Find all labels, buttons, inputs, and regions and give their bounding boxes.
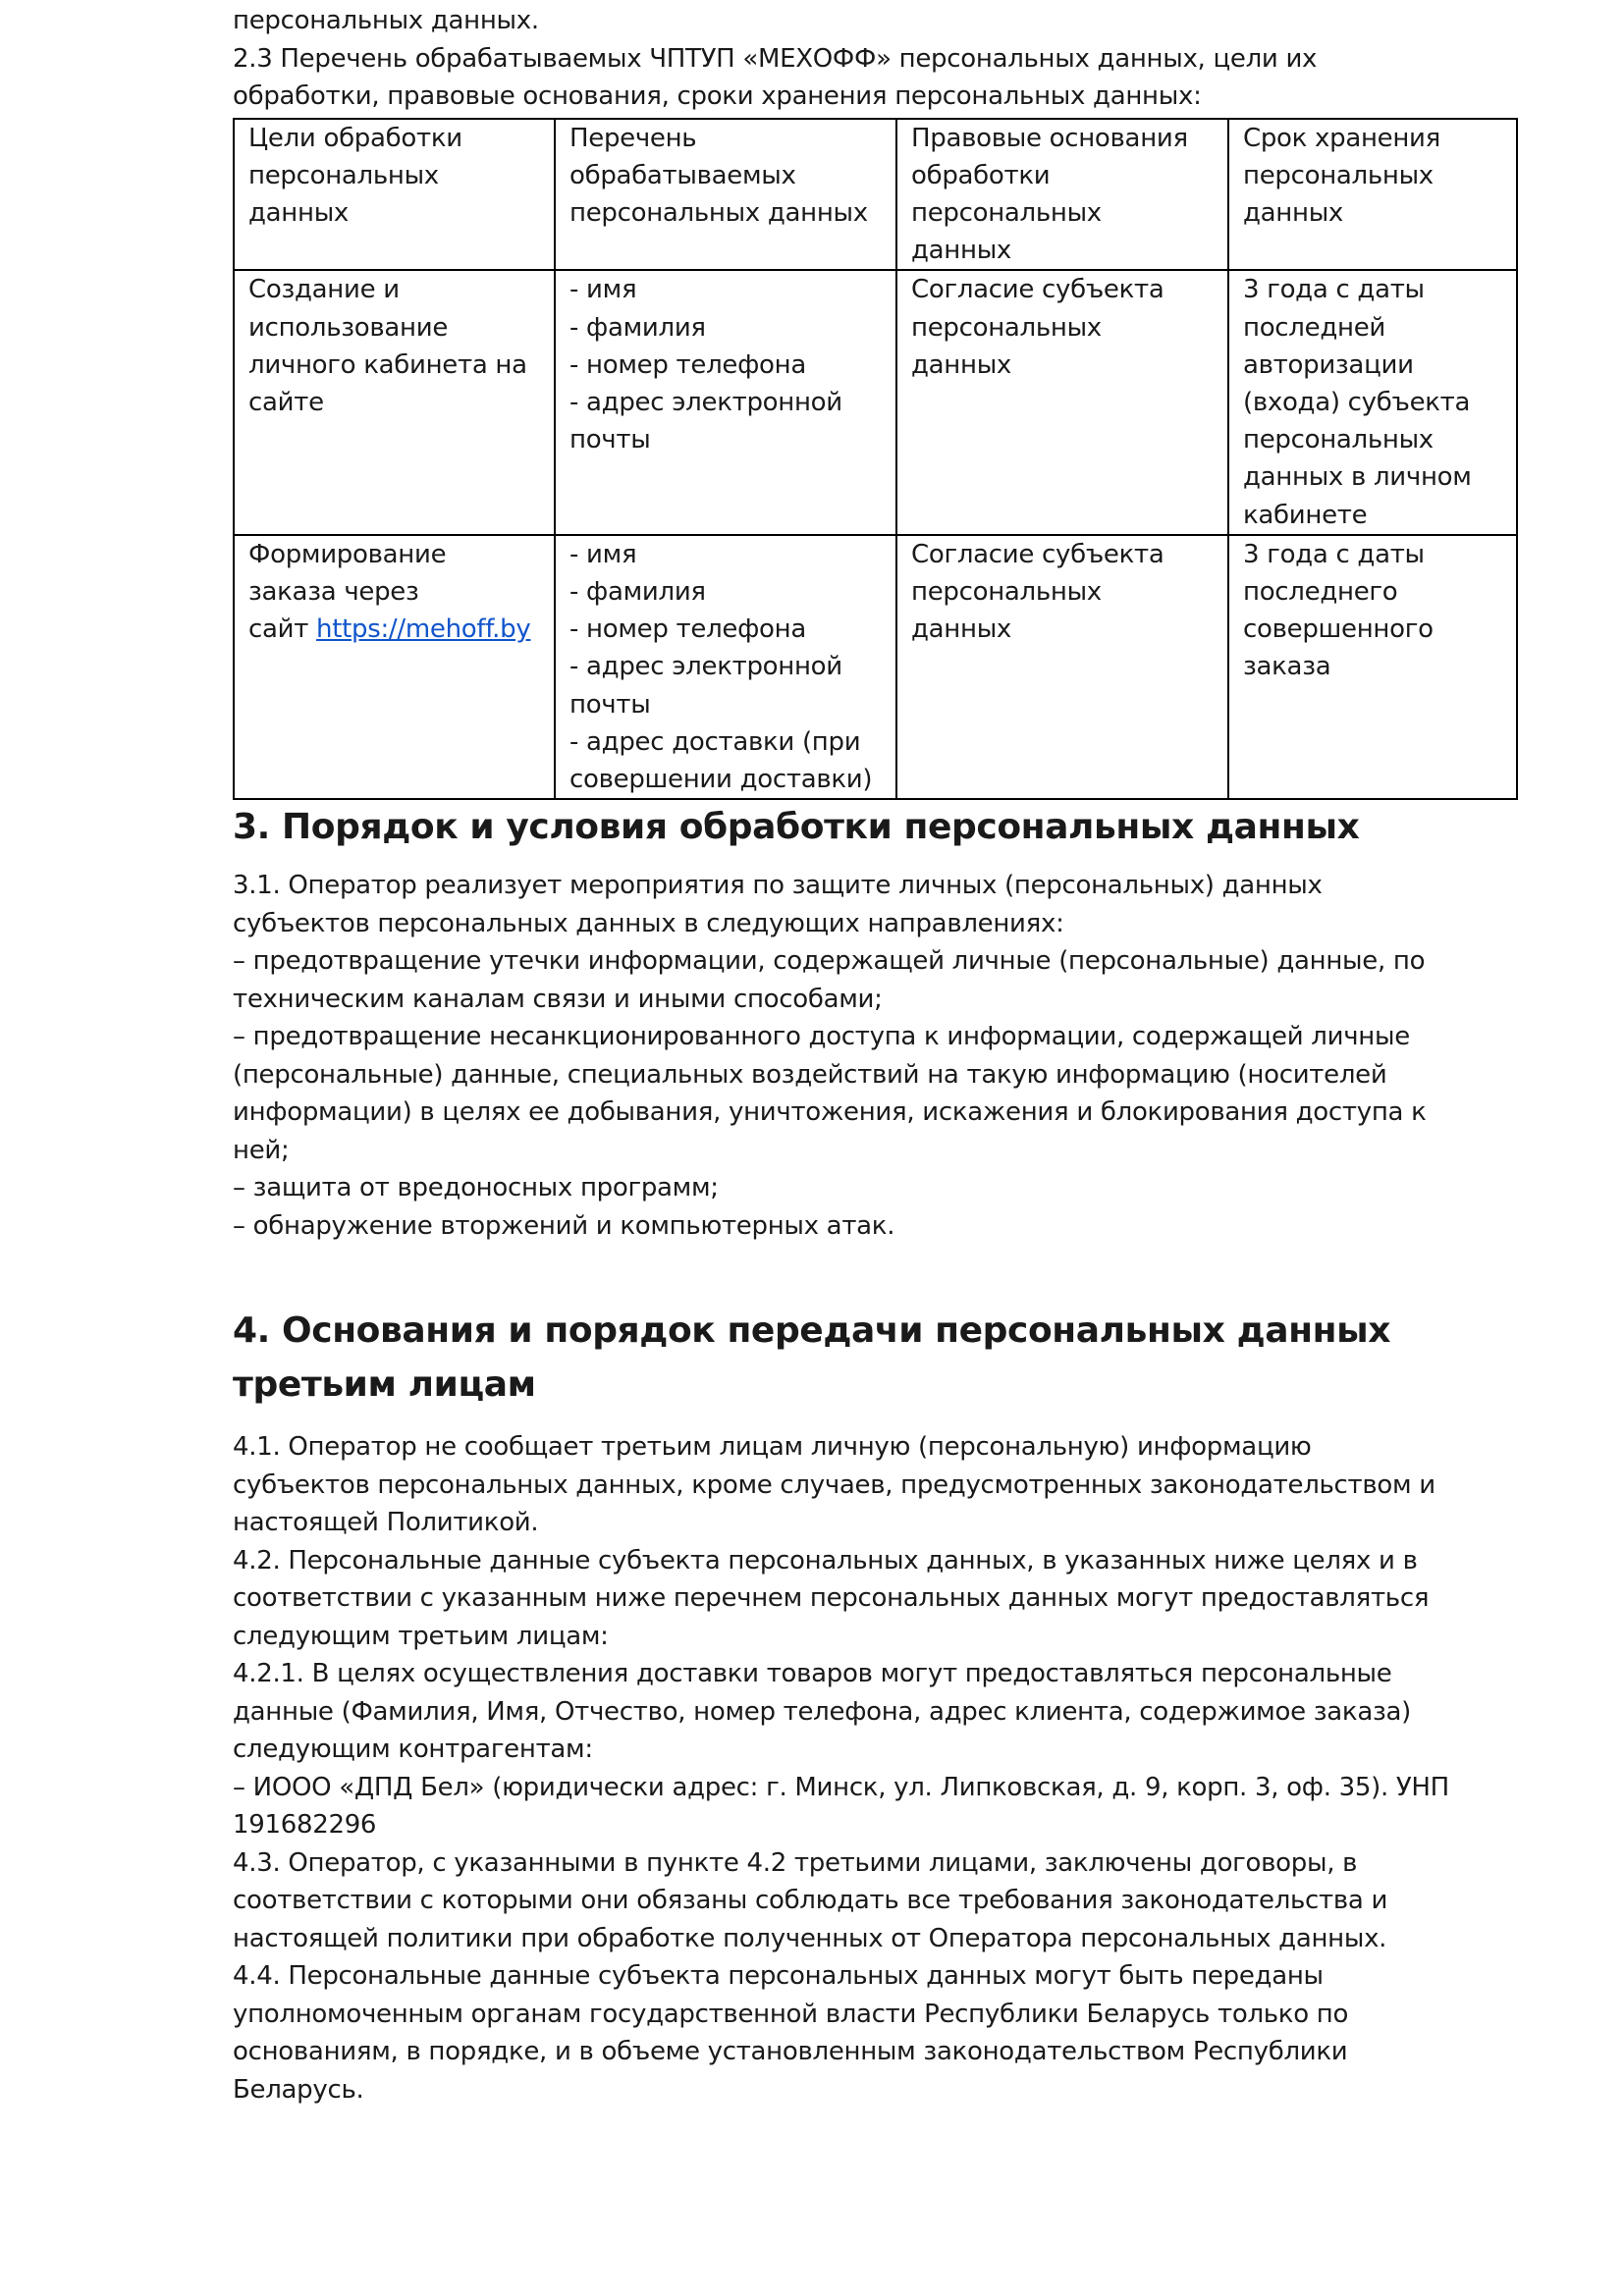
- body-line: 4.2. Персональные данные субъекта персональных данных, в указанных ниже целях и в: [233, 1545, 1418, 1575]
- body-line: 3.1. Оператор реализует мероприятия по защите личных (персональных) данных: [233, 871, 1323, 901]
- body-line: 4.3. Оператор, с указанными в пункте 4.2 третьими лицами, заключены договоры, в: [233, 1847, 1358, 1878]
- cell-purpose: Создание и использование личного кабинета на сайте: [234, 270, 555, 534]
- body-line: уполномоченным органам государственной власти Республики Беларусь только по: [233, 1999, 1349, 2029]
- body-line: субъектов персональных данных в следующих направлениях:: [233, 908, 1064, 938]
- cell-purpose: Формирование заказа через сайт https://mehoff.by: [234, 535, 555, 799]
- body-line: Беларусь.: [233, 2074, 364, 2105]
- body-line: соответствии с указанным ниже перечнем персональных данных могут предоставляться: [233, 1583, 1430, 1614]
- body-line: – защита от вредоносных программ;: [233, 1173, 719, 1203]
- cell-retention: 3 года с даты последнего совершенного заказа: [1228, 535, 1517, 799]
- section-4-heading-line: 4. Основания и порядок передачи персональных данных: [233, 1310, 1391, 1352]
- cell-data-list: - имя - фамилия - номер телефона - адрес электронной почты - адрес доставки (при совершении доставки): [555, 535, 896, 799]
- body-line: (персональные) данные, специальных воздействий на такую информацию (носителей: [233, 1059, 1387, 1090]
- body-line: – предотвращение несанкционированного доступа к информации, содержащей личные: [233, 1022, 1410, 1052]
- body-line: ней;: [233, 1135, 290, 1165]
- body-line: соответствии с которыми они обязаны соблюдать все требования законодательства и: [233, 1886, 1388, 1916]
- document-page: [233, 0, 1519, 2109]
- cell-legal-basis: Согласие субъекта персональных данных: [896, 535, 1228, 799]
- header-cell-retention: Срок хранения персональных данных: [1228, 119, 1517, 271]
- body-line: настоящей политики при обработке полученных от Оператора персональных данных.: [233, 1923, 1387, 1953]
- table-row: [234, 535, 1517, 799]
- intro-paragraph: [233, 2, 1519, 116]
- body-line: настоящей Политикой.: [233, 1508, 539, 1538]
- section-4-heading-line: третьим лицам: [233, 1364, 536, 1406]
- section-4-heading: [233, 1304, 1519, 1412]
- header-cell-purpose: Цели обработки персональных данных: [234, 119, 555, 271]
- body-line: 4.1. Оператор не сообщает третьим лицам личную (персональную) информацию: [233, 1432, 1312, 1463]
- table-header-row: [234, 119, 1517, 271]
- cell-legal-basis: Согласие субъекта персональных данных: [896, 270, 1228, 534]
- intro-line: персональных данных.: [233, 6, 539, 35]
- body-line: 191682296: [233, 1810, 377, 1841]
- section-3-body: [233, 867, 1519, 1245]
- table-row: [234, 270, 1517, 534]
- body-line: субъектов персональных данных, кроме случаев, предусмотренных законодательством и: [233, 1469, 1435, 1500]
- personal-data-table: [233, 118, 1518, 801]
- body-line: 4.4. Персональные данные субъекта персональных данных могут быть переданы: [233, 1961, 1324, 1992]
- section-3-heading: 3. Порядок и условия обработки персональных данных: [233, 807, 1360, 848]
- body-line: техническим каналам связи и иными способами;: [233, 984, 883, 1014]
- cell-retention: 3 года с даты последней авторизации (входа) субъекта персональных данных в личном кабинете: [1228, 270, 1517, 534]
- cell-data-list: - имя - фамилия - номер телефона - адрес электронной почты: [555, 270, 896, 534]
- intro-line: 2.3 Перечень обрабатываемых ЧПТУП «МЕХОФФ» персональных данных, цели их: [233, 43, 1318, 74]
- header-cell-legal-basis: Правовые основания обработки персональных данных: [896, 119, 1228, 271]
- body-line: следующим третьим лицам:: [233, 1621, 609, 1651]
- intro-line: обработки, правовые основания, сроки хранения персональных данных:: [233, 81, 1202, 111]
- section-4-body: [233, 1428, 1519, 2109]
- body-line: данные (Фамилия, Имя, Отчество, номер телефона, адрес клиента, содержимое заказа): [233, 1696, 1411, 1727]
- mehoff-site-link[interactable]: https://mehoff.by: [316, 614, 531, 645]
- body-line: 4.2.1. В целях осуществления доставки товаров могут предоставляться персональные: [233, 1659, 1392, 1689]
- header-cell-data-list: Перечень обрабатываемых персональных данных: [555, 119, 896, 271]
- body-line: – обнаружение вторжений и компьютерных атак.: [233, 1210, 895, 1241]
- body-line: – предотвращение утечки информации, содержащей личные (персональные) данные, по: [233, 946, 1426, 977]
- body-line: информации) в целях ее добывания, уничтожения, искажения и блокирования доступа к: [233, 1097, 1427, 1128]
- body-line: следующим контрагентам:: [233, 1735, 593, 1765]
- body-line: – ИООО «ДПД Бел» (юридически адрес: г. Минск, ул. Липковская, д. 9, корп. 3, оф. 35). УНП: [233, 1772, 1449, 1802]
- body-line: основаниям, в порядке, и в объеме установленным законодательством Республики: [233, 2037, 1348, 2067]
